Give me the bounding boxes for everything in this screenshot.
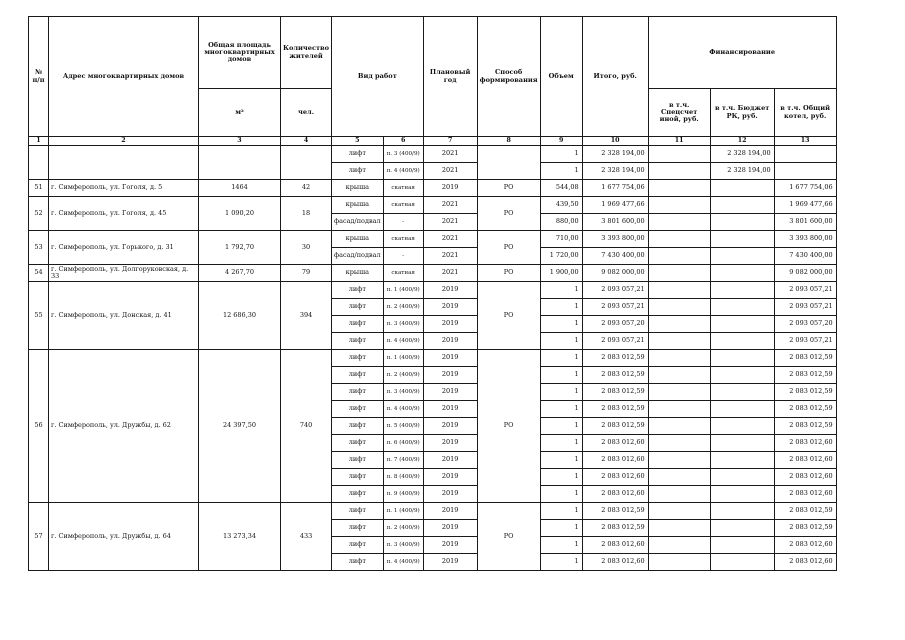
fin-common-cell: 2 083 012,59	[774, 418, 836, 435]
fin-special-cell	[648, 333, 710, 350]
fin-special-cell	[648, 316, 710, 333]
column-number: 6	[383, 137, 423, 146]
work-detail-cell: -	[383, 248, 423, 265]
year-cell: 2019	[423, 435, 477, 452]
work-type-cell: лифт	[332, 554, 384, 571]
volume-cell: 1	[540, 299, 582, 316]
residents-cell: 30	[281, 231, 332, 265]
fin-common-cell: 7 430 400,00	[774, 248, 836, 265]
fin-budget-cell	[710, 418, 774, 435]
year-cell: 2019	[423, 401, 477, 418]
total-cell: 2 328 194,00	[582, 163, 648, 180]
address-cell: г. Симферополь, ул. Долгоруковская, д. 33	[49, 265, 199, 282]
total-cell: 2 083 012,60	[582, 469, 648, 486]
total-cell: 3 801 600,00	[582, 214, 648, 231]
header-volume: Объем	[540, 17, 582, 137]
total-cell: 2 083 012,59	[582, 503, 648, 520]
volume-cell: 1	[540, 452, 582, 469]
work-detail-cell: п. 2 (400/9)	[383, 367, 423, 384]
volume-cell: 544,08	[540, 180, 582, 197]
address-cell: г. Симферополь, ул. Горького, д. 31	[49, 231, 199, 265]
year-cell: 2019	[423, 367, 477, 384]
volume-cell: 1	[540, 401, 582, 418]
address-cell: г. Симферополь, ул. Гоголя, д. 5	[49, 180, 199, 197]
header-method: Способ формирования	[477, 17, 540, 137]
residents-cell: 394	[281, 282, 332, 350]
fin-special-cell	[648, 265, 710, 282]
year-cell: 2021	[423, 248, 477, 265]
fin-budget-cell	[710, 537, 774, 554]
fin-common-cell: 2 083 012,59	[774, 367, 836, 384]
year-cell: 2019	[423, 452, 477, 469]
column-number: 11	[648, 137, 710, 146]
row-number: 57	[29, 503, 49, 571]
year-cell: 2019	[423, 554, 477, 571]
fin-budget-cell	[710, 452, 774, 469]
fin-budget-cell	[710, 554, 774, 571]
table-body	[29, 146, 837, 571]
year-cell: 2019	[423, 384, 477, 401]
column-number: 1	[29, 137, 49, 146]
year-cell: 2019	[423, 299, 477, 316]
work-detail-cell: п. 2 (400/9)	[383, 520, 423, 537]
work-detail-cell: п. 1 (400/9)	[383, 350, 423, 367]
work-detail-cell: п. 8 (400/9)	[383, 469, 423, 486]
year-cell: 2019	[423, 316, 477, 333]
fin-common-cell: 2 083 012,60	[774, 486, 836, 503]
volume-cell: 1	[540, 333, 582, 350]
work-detail-cell: п. 6 (400/9)	[383, 435, 423, 452]
header-area: Общая площадь многоквартирных домов	[199, 17, 281, 89]
fin-budget-cell: 2 328 194,00	[710, 146, 774, 163]
year-cell: 2021	[423, 265, 477, 282]
fin-common-cell: 2 093 057,21	[774, 333, 836, 350]
work-type-cell: лифт	[332, 299, 384, 316]
area-cell: 24 397,50	[199, 350, 281, 503]
work-detail-cell: п. 3 (400/9)	[383, 384, 423, 401]
year-cell: 2019	[423, 486, 477, 503]
method-cell: РО	[477, 197, 540, 231]
fin-common-cell: 2 093 057,21	[774, 299, 836, 316]
fin-budget-cell	[710, 265, 774, 282]
column-number-row	[29, 137, 837, 146]
fin-special-cell	[648, 299, 710, 316]
header-fin-budget: в т.ч. Бюджет РК, руб.	[710, 89, 774, 137]
residents-cell: 42	[281, 180, 332, 197]
fin-special-cell	[648, 180, 710, 197]
area-cell	[199, 146, 281, 180]
fin-common-cell: 2 093 057,20	[774, 316, 836, 333]
total-cell: 2 083 012,60	[582, 435, 648, 452]
residents-cell: 740	[281, 350, 332, 503]
work-detail-cell: п. 3 (400/9)	[383, 537, 423, 554]
work-type-cell: лифт	[332, 384, 384, 401]
total-cell: 2 328 194,00	[582, 146, 648, 163]
volume-cell: 880,00	[540, 214, 582, 231]
method-cell: РО	[477, 180, 540, 197]
table-row	[29, 180, 837, 197]
total-cell: 1 969 477,66	[582, 197, 648, 214]
fin-special-cell	[648, 350, 710, 367]
address-cell	[49, 146, 199, 180]
row-number: 54	[29, 265, 49, 282]
work-type-cell: крыша	[332, 180, 384, 197]
fin-special-cell	[648, 214, 710, 231]
volume-cell: 1	[540, 316, 582, 333]
volume-cell: 1	[540, 163, 582, 180]
column-number: 8	[477, 137, 540, 146]
fin-special-cell	[648, 469, 710, 486]
fin-budget-cell	[710, 197, 774, 214]
work-detail-cell: п. 5 (400/9)	[383, 418, 423, 435]
work-type-cell: крыша	[332, 231, 384, 248]
header-address: Адрес многоквартирных домов	[49, 17, 199, 137]
year-cell: 2019	[423, 469, 477, 486]
work-detail-cell: скатная	[383, 265, 423, 282]
fin-special-cell	[648, 554, 710, 571]
total-cell: 2 083 012,59	[582, 401, 648, 418]
header-fin-special: в т.ч. Спецсчет иной, руб.	[648, 89, 710, 137]
fin-special-cell	[648, 401, 710, 418]
address-cell: г. Симферополь, ул. Донская, д. 41	[49, 282, 199, 350]
work-type-cell: крыша	[332, 197, 384, 214]
fin-common-cell: 2 083 012,60	[774, 537, 836, 554]
fin-special-cell	[648, 418, 710, 435]
row-number: 51	[29, 180, 49, 197]
total-cell: 2 093 057,21	[582, 333, 648, 350]
header-residents: Количество жителей	[281, 17, 332, 89]
work-detail-cell: п. 4 (400/9)	[383, 401, 423, 418]
fin-budget-cell	[710, 503, 774, 520]
fin-budget-cell	[710, 520, 774, 537]
column-number: 5	[332, 137, 384, 146]
area-cell: 4 267,70	[199, 265, 281, 282]
table-row	[29, 231, 837, 248]
fin-special-cell	[648, 486, 710, 503]
table-row	[29, 282, 837, 299]
work-detail-cell: скатная	[383, 180, 423, 197]
year-cell: 2021	[423, 214, 477, 231]
method-cell: РО	[477, 265, 540, 282]
total-cell: 2 083 012,59	[582, 418, 648, 435]
total-cell: 2 083 012,59	[582, 520, 648, 537]
work-type-cell: лифт	[332, 486, 384, 503]
area-cell: 1 792,70	[199, 231, 281, 265]
header-works: Вид работ	[332, 17, 424, 137]
table-row	[29, 265, 837, 282]
year-cell: 2019	[423, 282, 477, 299]
row-number: 56	[29, 350, 49, 503]
total-cell: 2 093 057,20	[582, 316, 648, 333]
fin-budget-cell	[710, 180, 774, 197]
fin-special-cell	[648, 435, 710, 452]
fin-common-cell: 2 083 012,59	[774, 503, 836, 520]
header-residents-unit: чел.	[281, 89, 332, 137]
volume-cell: 1	[540, 367, 582, 384]
year-cell: 2019	[423, 503, 477, 520]
total-cell: 2 083 012,59	[582, 350, 648, 367]
fin-budget-cell	[710, 435, 774, 452]
row-number: 52	[29, 197, 49, 231]
method-cell: РО	[477, 282, 540, 350]
work-type-cell: лифт	[332, 316, 384, 333]
total-cell: 2 083 012,60	[582, 452, 648, 469]
fin-common-cell	[774, 146, 836, 163]
year-cell: 2021	[423, 163, 477, 180]
fin-budget-cell	[710, 333, 774, 350]
work-detail-cell: п. 7 (400/9)	[383, 452, 423, 469]
fin-budget-cell	[710, 486, 774, 503]
column-number: 3	[199, 137, 281, 146]
fin-budget-cell	[710, 469, 774, 486]
year-cell: 2019	[423, 418, 477, 435]
volume-cell: 1 720,00	[540, 248, 582, 265]
column-number: 9	[540, 137, 582, 146]
work-type-cell: лифт	[332, 520, 384, 537]
volume-cell: 1	[540, 554, 582, 571]
work-detail-cell: п. 1 (400/9)	[383, 503, 423, 520]
residents-cell: 79	[281, 265, 332, 282]
method-cell	[477, 146, 540, 180]
work-type-cell: лифт	[332, 469, 384, 486]
total-cell: 2 093 057,21	[582, 299, 648, 316]
work-type-cell: лифт	[332, 418, 384, 435]
fin-budget-cell	[710, 316, 774, 333]
table-row	[29, 350, 837, 367]
total-cell: 2 083 012,60	[582, 554, 648, 571]
row-number: 55	[29, 282, 49, 350]
year-cell: 2021	[423, 197, 477, 214]
fin-budget-cell	[710, 350, 774, 367]
fin-special-cell	[648, 520, 710, 537]
work-type-cell: лифт	[332, 163, 384, 180]
column-number: 7	[423, 137, 477, 146]
total-cell: 1 677 754,06	[582, 180, 648, 197]
volume-cell: 1	[540, 503, 582, 520]
fin-budget-cell	[710, 384, 774, 401]
total-cell: 2 083 012,60	[582, 486, 648, 503]
volume-cell: 1	[540, 520, 582, 537]
fin-special-cell	[648, 384, 710, 401]
fin-budget-cell	[710, 248, 774, 265]
work-detail-cell: п. 4 (400/9)	[383, 333, 423, 350]
header-total: Итого, руб.	[582, 17, 648, 137]
header-financing: Финансирование	[648, 17, 836, 89]
header-no: № п/п	[29, 17, 49, 137]
work-type-cell: лифт	[332, 503, 384, 520]
fin-common-cell: 3 393 800,00	[774, 231, 836, 248]
year-cell: 2019	[423, 180, 477, 197]
total-cell: 2 083 012,59	[582, 367, 648, 384]
fin-common-cell: 2 083 012,59	[774, 520, 836, 537]
work-detail-cell: п. 3 (400/9)	[383, 316, 423, 333]
header-area-unit: м²	[199, 89, 281, 137]
work-detail-cell: -	[383, 214, 423, 231]
work-type-cell: фасад/подвал	[332, 248, 384, 265]
work-detail-cell: п. 2 (400/9)	[383, 299, 423, 316]
fin-common-cell: 2 083 012,60	[774, 435, 836, 452]
year-cell: 2019	[423, 537, 477, 554]
row-number: 53	[29, 231, 49, 265]
area-cell: 1 090,20	[199, 197, 281, 231]
column-number: 4	[281, 137, 332, 146]
fin-common-cell: 2 083 012,59	[774, 350, 836, 367]
total-cell: 2 083 012,60	[582, 537, 648, 554]
area-cell: 12 686,30	[199, 282, 281, 350]
area-cell: 13 273,34	[199, 503, 281, 571]
volume-cell: 1 900,00	[540, 265, 582, 282]
table-row	[29, 146, 837, 163]
header-year: Плановый год	[423, 17, 477, 137]
total-cell: 2 093 057,21	[582, 282, 648, 299]
volume-cell: 710,00	[540, 231, 582, 248]
fin-common-cell: 9 082 000,00	[774, 265, 836, 282]
header-fin-common: в т.ч. Общий котел, руб.	[774, 89, 836, 137]
work-type-cell: лифт	[332, 435, 384, 452]
fin-special-cell	[648, 248, 710, 265]
volume-cell: 1	[540, 146, 582, 163]
fin-common-cell: 2 083 012,59	[774, 384, 836, 401]
work-detail-cell: скатная	[383, 231, 423, 248]
method-cell: РО	[477, 231, 540, 265]
address-cell: г. Симферополь, ул. Дружбы, д. 62	[49, 350, 199, 503]
work-type-cell: лифт	[332, 401, 384, 418]
total-cell: 9 082 000,00	[582, 265, 648, 282]
fin-budget-cell	[710, 282, 774, 299]
fin-common-cell: 2 083 012,60	[774, 452, 836, 469]
fin-budget-cell	[710, 401, 774, 418]
total-cell: 7 430 400,00	[582, 248, 648, 265]
year-cell: 2021	[423, 231, 477, 248]
volume-cell: 1	[540, 418, 582, 435]
fin-common-cell: 2 083 012,60	[774, 469, 836, 486]
year-cell: 2019	[423, 350, 477, 367]
work-type-cell: лифт	[332, 537, 384, 554]
volume-cell: 1	[540, 435, 582, 452]
volume-cell: 1	[540, 384, 582, 401]
work-type-cell: лифт	[332, 452, 384, 469]
fin-budget-cell	[710, 367, 774, 384]
work-detail-cell: п. 3 (400/9)	[383, 146, 423, 163]
total-cell: 2 083 012,59	[582, 384, 648, 401]
address-cell: г. Симферополь, ул. Дружбы, д. 64	[49, 503, 199, 571]
total-cell: 3 393 800,00	[582, 231, 648, 248]
fin-common-cell: 3 801 600,00	[774, 214, 836, 231]
residents-cell: 18	[281, 197, 332, 231]
fin-special-cell	[648, 503, 710, 520]
work-detail-cell: п. 1 (400/9)	[383, 282, 423, 299]
fin-special-cell	[648, 282, 710, 299]
volume-cell: 439,50	[540, 197, 582, 214]
volume-cell: 1	[540, 486, 582, 503]
column-number: 12	[710, 137, 774, 146]
work-type-cell: лифт	[332, 146, 384, 163]
work-type-cell: лифт	[332, 350, 384, 367]
volume-cell: 1	[540, 350, 582, 367]
work-type-cell: фасад/подвал	[332, 214, 384, 231]
residents-cell	[281, 146, 332, 180]
fin-common-cell: 2 083 012,59	[774, 401, 836, 418]
fin-special-cell	[648, 197, 710, 214]
volume-cell: 1	[540, 537, 582, 554]
address-cell: г. Симферополь, ул. Гоголя, д. 45	[49, 197, 199, 231]
year-cell: 2019	[423, 333, 477, 350]
work-detail-cell: п. 9 (400/9)	[383, 486, 423, 503]
row-number	[29, 146, 49, 180]
repair-program-table	[28, 16, 837, 571]
table-row	[29, 503, 837, 520]
fin-special-cell	[648, 537, 710, 554]
year-cell: 2021	[423, 146, 477, 163]
fin-common-cell: 2 093 057,21	[774, 282, 836, 299]
method-cell: РО	[477, 503, 540, 571]
fin-budget-cell	[710, 299, 774, 316]
fin-special-cell	[648, 163, 710, 180]
residents-cell: 433	[281, 503, 332, 571]
volume-cell: 1	[540, 282, 582, 299]
year-cell: 2019	[423, 520, 477, 537]
work-type-cell: лифт	[332, 282, 384, 299]
fin-special-cell	[648, 452, 710, 469]
table-row	[29, 197, 837, 214]
fin-common-cell: 1 969 477,66	[774, 197, 836, 214]
fin-common-cell	[774, 163, 836, 180]
fin-budget-cell	[710, 214, 774, 231]
fin-common-cell: 1 677 754,06	[774, 180, 836, 197]
work-detail-cell: скатная	[383, 197, 423, 214]
fin-special-cell	[648, 367, 710, 384]
column-number: 13	[774, 137, 836, 146]
fin-special-cell	[648, 231, 710, 248]
work-type-cell: лифт	[332, 367, 384, 384]
column-number: 10	[582, 137, 648, 146]
work-detail-cell: п. 4 (400/9)	[383, 554, 423, 571]
work-detail-cell: п. 4 (400/9)	[383, 163, 423, 180]
fin-budget-cell: 2 328 194,00	[710, 163, 774, 180]
volume-cell: 1	[540, 469, 582, 486]
work-type-cell: лифт	[332, 333, 384, 350]
fin-special-cell	[648, 146, 710, 163]
column-number: 2	[49, 137, 199, 146]
area-cell: 1464	[199, 180, 281, 197]
method-cell: РО	[477, 350, 540, 503]
fin-common-cell: 2 083 012,60	[774, 554, 836, 571]
fin-budget-cell	[710, 231, 774, 248]
work-type-cell: крыша	[332, 265, 384, 282]
